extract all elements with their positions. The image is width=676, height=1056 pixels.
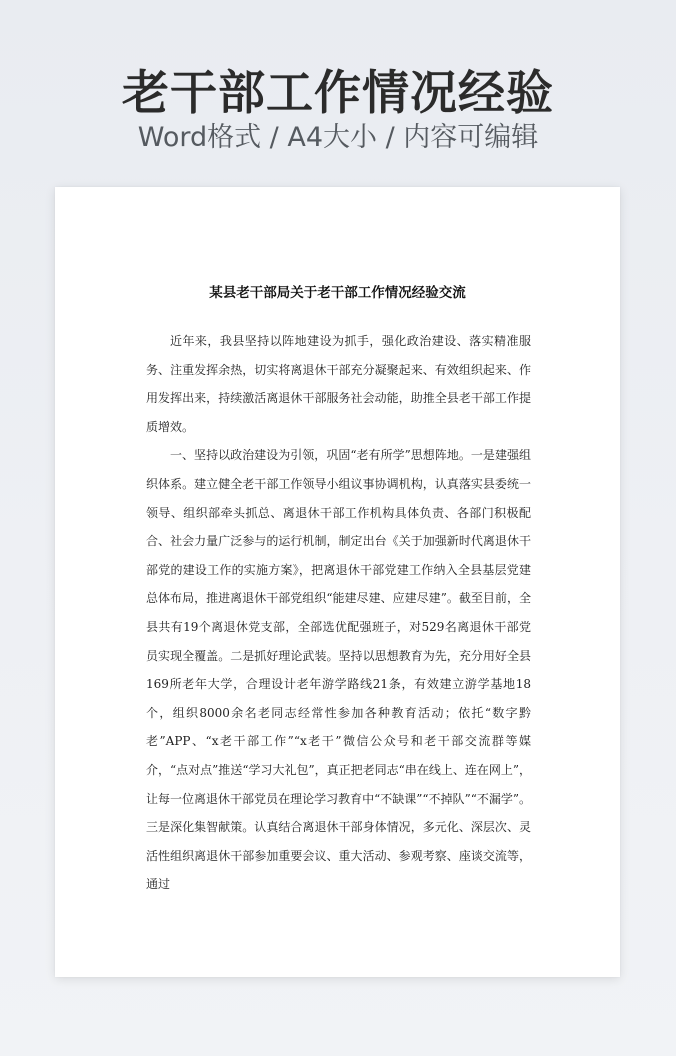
- document-paragraph: 一、坚持以政治建设为引领，巩固“老有所学”思想阵地。一是建强组织体系。建立健全老干部工作领导小组议事协调机构，认真落实县委统一领导、组织部牵头抓总、离退休干部工作机构具体负责、各部门积极配合、社会力量广泛参与的运行机制，制定出台《关于加强新时代离退休干部党的建设工作的实施方案》，把离退休干部党建工作纳入全县基层党建总体布局，推进离退休干部党组织“能建尽建、应建尽建”。截至目前，全县共有19个离退休党支部，全部选优配强班子，对529名离退休干部党员实现全覆盖。二是抓好理论武装。坚持以思想教育为先，充分用好全县169所老年大学，合理设计老年游学路线21条，有效建立游学基地18个，组织8000余名老同志经常性参加各种教育活动；依托“数字黔老”APP、“x老干部工作”“x老干”微信公众号和老干部交流群等媒介，“点对点”推送“学习大礼包”，真正把老同志“串在线上、连在网上”，让每一位离退休干部党员在理论学习教育中“不缺课”“不掉队”“不漏学”。三是深化集智献策。认真结合离退休干部身体情况，多元化、深层次、灵活性组织离退休干部参加重要会议、重大活动、参观考察、座谈交流等，通过: [146, 448, 531, 892]
- document-page: [55, 187, 620, 977]
- document-title: 某县老干部局关于老干部工作情况经验交流: [209, 285, 466, 301]
- banner-title: 老干部工作情况经验: [122, 66, 554, 121]
- document-paragraph: 近年来，我县坚持以阵地建设为抓手，强化政治建设、落实精准服务、注重发挥余热，切实将离退休干部充分凝聚起来、有效组织起来、作用发挥出来，持续激活离退休干部服务社会动能，助推全县老干部工作提质增效。: [146, 334, 531, 434]
- document-body: [146, 327, 531, 899]
- banner: [0, 0, 676, 180]
- banner-subtitle: Word格式 / A4大小 / 内容可编辑: [137, 122, 539, 153]
